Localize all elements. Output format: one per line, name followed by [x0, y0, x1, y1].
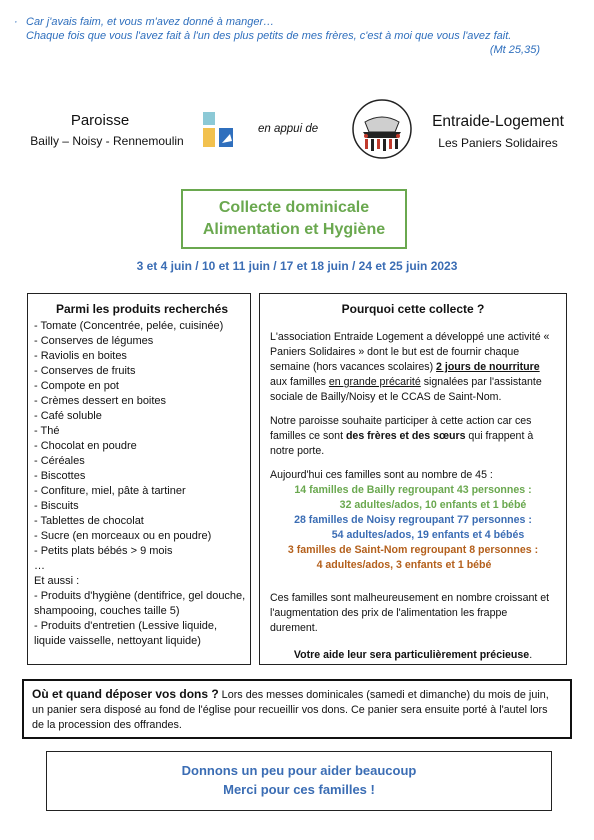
product-item: - Biscottes	[34, 470, 86, 482]
collecte-title-box	[181, 189, 407, 249]
products-box	[27, 293, 251, 665]
product-item: - Chocolat en poudre	[34, 440, 137, 452]
product-item: - Tablettes de chocolat	[34, 515, 144, 527]
entraide-logo	[351, 98, 413, 160]
why-paragraph-1: L'association Entraide Logement a développé une activité « Paniers Solidaires » dont le but est de fournir chaque semaine (hors vacances scolaires) 2 jours de nourriture aux familles en grande précarité signalées par l'assistante sociale de Bailly/Noisy et le CCAS de Saint-Nom.	[270, 331, 550, 403]
where-text: Lors des messes dominicales (samedi et dimanche) du mois de juin, un panier sera disposé au fond de l'église pour recueillir vos dons. Ce panier sera ensuite porté à l'autel lors de la procession des offrandes.	[32, 689, 549, 731]
product-item: - Raviolis en boites	[34, 350, 127, 362]
closing-box	[46, 751, 552, 811]
product-item: - Sucre (en morceaux ou en poudre)	[34, 530, 212, 542]
bullet-icon: ·	[14, 16, 18, 28]
quote-line-2: Chaque fois que vous l'avez fait à l'un des plus petits de mes frères, c'est à moi que vous l'avez fait.	[26, 30, 512, 42]
parish-logo	[203, 110, 237, 150]
product-item: - Biscuits	[34, 500, 79, 512]
why-box	[259, 293, 567, 665]
closing-line-2: Merci pour ces familles !	[223, 782, 375, 797]
parish-title: Paroisse	[70, 112, 130, 129]
closing-line-1: Donnons un peu pour aider beaucoup	[181, 763, 417, 778]
collecte-dates: 3 et 4 juin / 10 et 11 juin / 17 et 18 juin / 24 et 25 juin 2023	[136, 259, 458, 273]
product-item: - Café soluble	[34, 410, 102, 422]
bible-quote	[14, 15, 574, 57]
why-paragraph-4: Ces familles sont malheureusement en nombre croissant et l'augmentation des prix de l'alimentation les frappe durement.	[270, 592, 550, 634]
also-label: Et aussi :	[34, 575, 80, 587]
product-item: - Crèmes dessert en boites	[34, 395, 167, 407]
product-item: - Compote en pot	[34, 380, 119, 392]
collecte-title-line-1: Collecte dominicale	[218, 199, 370, 216]
product-item: - Conserves de fruits	[34, 365, 136, 377]
stat-bailly: 14 familles de Bailly regroupant 43 personnes : 32 adultes/ados, 10 enfants et 1 bébé	[294, 484, 532, 511]
products-heading: Parmi les produits recherchés	[55, 302, 229, 316]
stat-noisy: 28 familles de Noisy regroupant 77 personnes : 54 adultes/ados, 19 enfants et 4 bébés	[294, 514, 532, 541]
product-item: - Petits plats bébés > 9 mois	[34, 545, 173, 557]
why-paragraph-2: Notre paroisse souhaite participer à cette action car ces familles ce sont des frères et des sœurs qui frappent à notre porte.	[270, 415, 534, 457]
product-item: - Tomate (Concentrée, pelée, cuisinée)	[34, 320, 224, 332]
product-item: - Céréales	[34, 455, 85, 467]
parish-subtitle: Bailly – Noisy - Rennemoulin	[30, 134, 184, 148]
where-box	[22, 679, 572, 739]
why-paragraph-3: Aujourd'hui ces familles sont au nombre de 45 :	[270, 469, 493, 481]
org-subtitle: Les Paniers Solidaires	[438, 136, 558, 150]
also-item: - Produits d'entretien (Lessive liquide, liquide vaisselle, nettoyant liquide)	[34, 620, 218, 647]
support-text: en appui de	[258, 123, 319, 135]
why-heading: Pourquoi cette collecte ?	[341, 302, 485, 316]
products-ellipsis: …	[34, 560, 45, 572]
quote-line-1: Car j'avais faim, et vous m'avez donné à manger…	[26, 16, 275, 28]
quote-reference: (Mt 25,35)	[489, 44, 540, 56]
stat-saint-nom: 3 familles de Saint-Nom regroupant 8 personnes : 4 adultes/ados, 3 enfants et 1 bébé	[287, 544, 539, 571]
collecte-title-line-2: Alimentation et Hygiène	[202, 221, 386, 238]
product-item: - Conserves de légumes	[34, 335, 154, 347]
also-item: - Produits d'hygiène (dentifrice, gel douche, shampooing, couches taille 5)	[34, 590, 246, 617]
product-item: - Confiture, miel, pâte à tartiner	[34, 485, 186, 497]
why-paragraph-5: Votre aide leur sera particulièrement précieuse.	[293, 649, 533, 661]
org-title: Entraide-Logement	[432, 113, 564, 130]
product-item: - Thé	[34, 425, 60, 437]
where-label: Où et quand déposer vos dons ?	[32, 687, 219, 701]
